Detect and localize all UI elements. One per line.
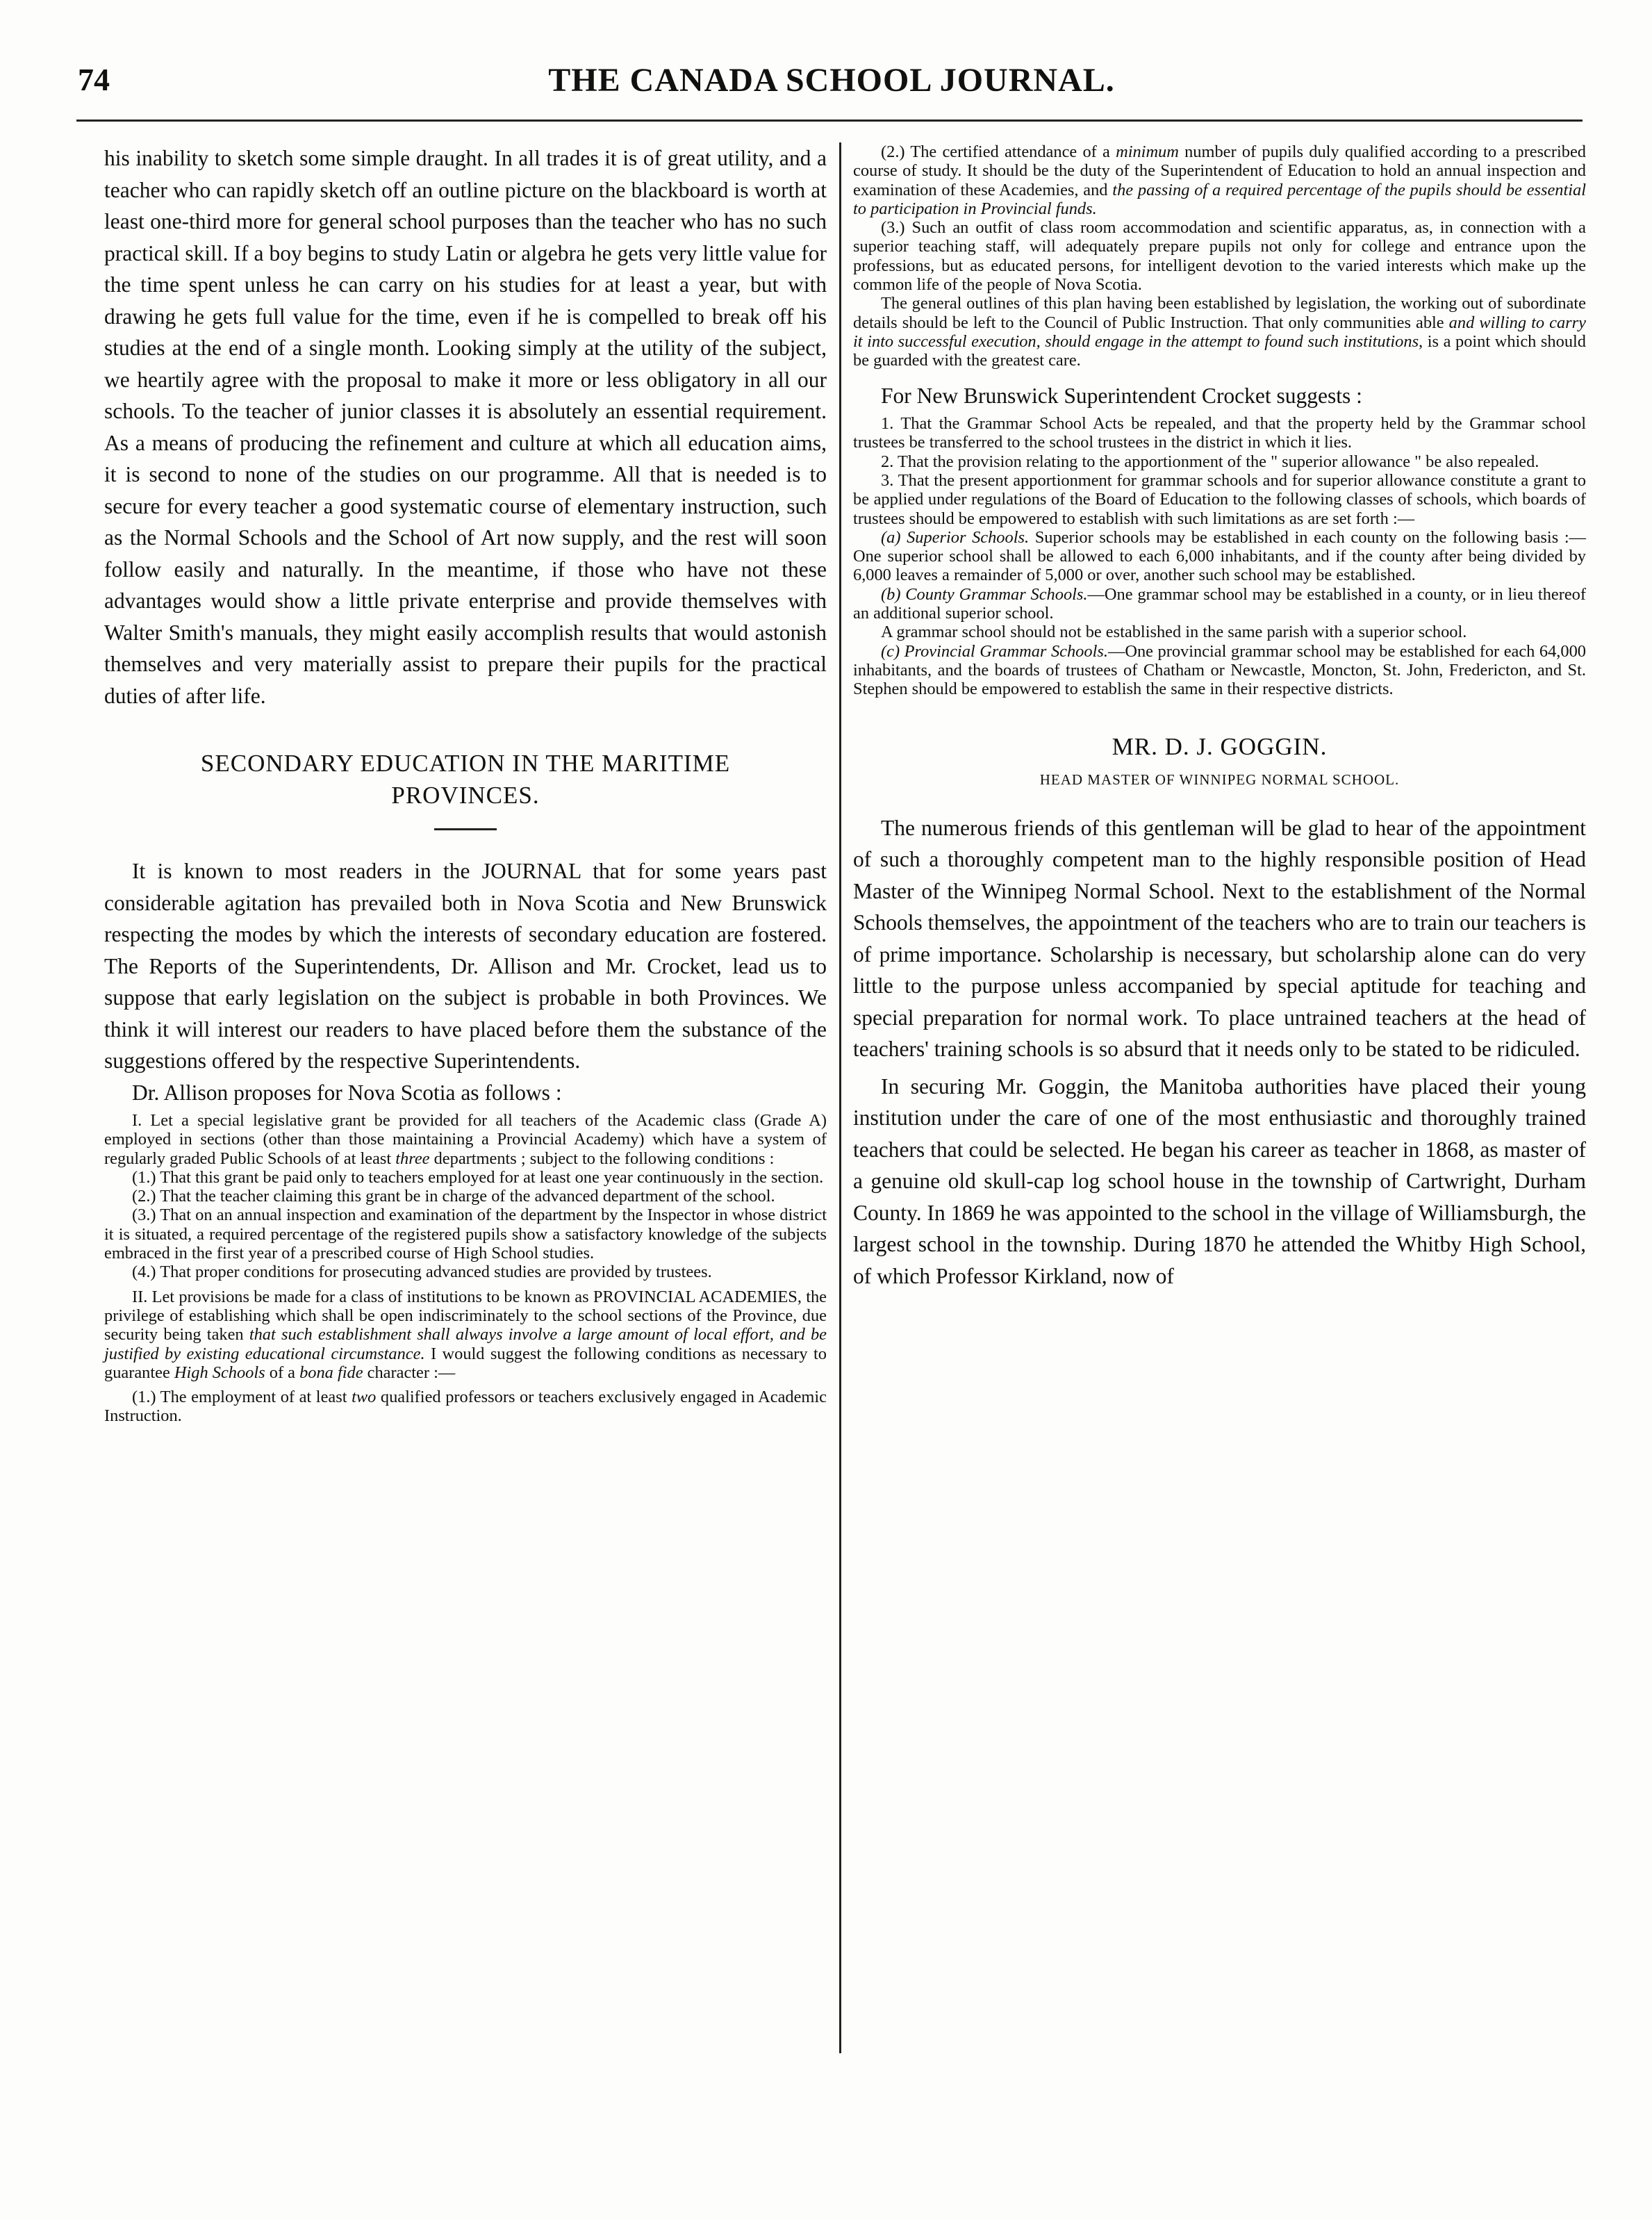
condition-ii-2: (2.) The certified attendance of a minimum number of pupils duly qualified according to a prescribed course of study. It should be the duty of the Superintendent of Education to hold an annual inspection and examination of these Academies, and the passing of a required percentage of the pupils should be essential to participation in Provincial funds. — [853, 142, 1586, 218]
crocket-point-3: 3. That the present apportionment for grammar schools and for superior allowance constitute a grant to be applied under regulations of the Board of Education to the following classes of schools, which boards of trustees should be empowered to establish with such limitations as are set forth :— — [853, 470, 1586, 528]
left-column — [104, 142, 827, 1426]
crocket-point-2: 2. That the provision relating to the apportionment of the " superior allowance " be also repealed. — [881, 452, 1539, 471]
point-i: I. Let a special legislative grant be provided for all teachers of the Academic class (Grade A) employed in sections (other than those maintaining a Provincial Academy) which have a system of regularly graded Public Schools of at least three departments ; subject to the following conditions : — [104, 1111, 827, 1168]
condition-ii-3: (3.) Such an outfit of class room accommodation and scientific apparatus, as, in connection with a superior teaching staff, will adequately prepare pupils not only for college and entrance upon the professions, but as educated persons, for intelligent devotion to the varied interests which make up the common life of the people of Nova Scotia. — [853, 218, 1586, 295]
goggin-paragraph-1: The numerous friends of this gentleman will be glad to hear of the appointment of such a thoroughly competent man to the highly responsible position of Head Master of the Winnipeg Normal School. Next to the establishment of the Normal Schools themselves, the appointment of the teachers who are to train our teachers is of prime importance. Scholarship is necessary, but scholarship alone can do very little to the purpose unless accompanied by special aptitude for teaching and special preparation for normal work. To place untrained teachers at the head of teachers' training schools is so absurd that it needs only to be stated to be ridiculed. — [853, 815, 1586, 1062]
outlines-paragraph: The general outlines of this plan having been established by legislation, the working out of subordinate details should be left to the Council of Public Instruction. That only communities able and willing to carry it into successful execution, should engage in the attempt to found such institutions, is a point which should be guarded with the greatest care. — [853, 294, 1586, 370]
intro-paragraph: It is known to most readers in the JOURNAL that for some years past considerable agitation has prevailed both in Nova Scotia and New Brunswick respecting the modes by which the interests of secondary education are fostered. The Reports of the Superintendents, Dr. Allison and Mr. Crocket, lead us to suppose that early legislation on the subject is probable in both Provinces. We think it will interest our readers to have placed before them the substance of the suggestions offered by the respective Superintendents. — [104, 859, 827, 1073]
condition-1: (1.) That this grant be paid only to teachers employed for at least one year continuously in the section. — [132, 1167, 824, 1187]
condition-2: (2.) That the teacher claiming this grant be in charge of the advanced department of the school. — [132, 1187, 775, 1206]
right-column — [853, 142, 1586, 1292]
page-header — [78, 61, 1585, 117]
goggin-subtitle: HEAD MASTER OF WINNIPEG NORMAL SCHOOL. — [1039, 771, 1400, 788]
allison-intro: Dr. Allison proposes for Nova Scotia as follows : — [132, 1080, 562, 1105]
section-title-line-1: SECONDARY EDUCATION IN THE MARITIME — [200, 750, 731, 777]
section-title-line-2: PROVINCES. — [391, 782, 540, 809]
crocket-point-a: (a) Superior Schools. Superior schools may be established in each county on the following basis :—One superior school shall be allowed to each 6,000 inhabitants, and if the county after being divided by 6,000 leaves a remainder of 5,000 or over, another such school may be established. — [853, 527, 1587, 585]
goggin-paragraph-2: In securing Mr. Goggin, the Manitoba authorities have placed their young institution under the care of one of the most enthusiastic and thoroughly trained teachers that could be selected. He began his career as teacher in 1868, as master of a genuine old skull-cap log school house in the township of Cartwright, Durham County. In 1869 he was appointed to the school in the village of Williamsburgh, the largest school in the township. During 1870 he attended the Whitby High School, of which Professor Kirkland, now of — [853, 1074, 1586, 1288]
goggin-title: MR. D. J. GOGGIN. — [1112, 732, 1328, 760]
page-number: 74 — [78, 62, 110, 97]
condition-ii-1: (1.) The employment of at least two qualified professors or teachers exclusively engaged in Academic Instruction. — [104, 1388, 827, 1426]
journal-title: THE CANADA SCHOOL JOURNAL. — [548, 62, 1115, 99]
column-rule — [839, 142, 841, 2053]
header-rule — [76, 120, 1583, 122]
crocket-point-c: (c) Provincial Grammar Schools.—One provincial grammar school may be established for each 64,000 inhabitants, and the boards of trustees of Chatham or Newcastle, Moncton, St. John, Fredericton, and St. Stephen should be empowered to establish the same in their respective districts. — [853, 641, 1586, 699]
crocket-intro: For New Brunswick Superintendent Crocket suggests : — [881, 383, 1362, 408]
condition-3: (3.) That on an annual inspection and examination of the department by the Inspector in whose district it is situated, a required percentage of the registered pupils show a satisfactory knowledge of the subjects embraced in the first year of a prescribed course of High School studies. — [104, 1206, 827, 1263]
condition-4: (4.) That proper conditions for prosecuting advanced studies are provided by trustees. — [132, 1263, 712, 1282]
crocket-point-1: 1. That the Grammar School Acts be repealed, and that the property held by the Grammar school trustees be transferred to the school trustees in the district in which it lies. — [853, 414, 1586, 452]
crocket-point-b: (b) County Grammar Schools.—One grammar school may be established in a county, or in lieu thereof an additional superior school. — [853, 584, 1586, 623]
crocket-point-b-note: A grammar school should not be established in the same parish with a superior school. — [881, 623, 1467, 642]
drawing-paragraph: his inability to sketch some simple draught. In all trades it is of great utility, and a teacher who can rapidly sketch off an outline picture on the blackboard is worth at least one-third more for general school purposes than the teacher who has no such practical skill. If a boy begins to study Latin or algebra he gets very little value for the time spent unless he can carry on his studies for at least a year, but with drawing he gets full value for the time, even if he is compelled to break off his studies at the end of a single month. Looking simply at the utility of the subject, we heartily agree with the proposal to make it more or less obligatory in all our schools. To the teacher of junior classes it is absolutely an essential requirement. As a means of producing the refinement and culture at which all education aims, it is second to none of the studies on our programme. All that is needed is to secure for every teacher a good systematic course of elementary instruction, such as the Normal Schools and the School of Art now supply, and the rest will soon follow easily and naturally. In the meantime, if those who have not these advantages would show a little private enterprise and provide themselves with Walter Smith's manuals, they might easily accomplish results that would astonish themselves and very materially assist to prepare their pupils for the practical duties of after life. — [104, 146, 827, 708]
point-ii: II. Let provisions be made for a class of institutions to be known as PROVINCIAL ACADEMIES, the privilege of establishing which shall be open indiscriminately to the school sections of the Province, due security being taken that such establishment shall always involve a large amount of local effort, and be justified by existing educational circumstance. I would suggest the following conditions as necessary to guarantee High Schools of a bona fide character :— — [104, 1287, 827, 1382]
